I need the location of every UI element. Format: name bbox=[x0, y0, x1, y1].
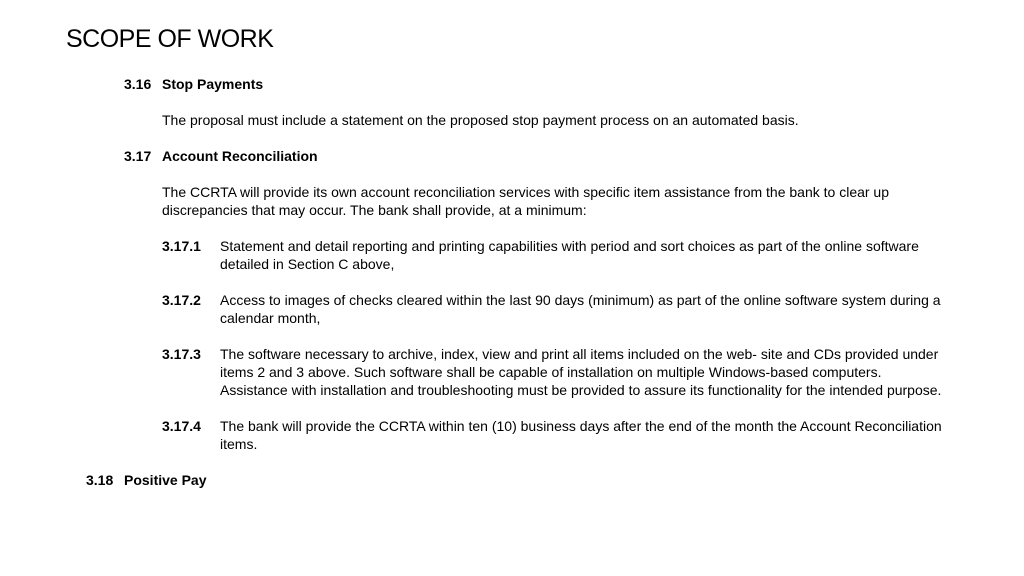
item-text-line: The bank will provide the CCRTA within ten (10) business days after the end of the month the Account Reconciliation bbox=[220, 418, 942, 434]
item-text-line: Assistance with installation and troubleshooting must be provided to assure its functionality for the intended purpose. bbox=[220, 382, 942, 398]
item-number: 3.17.4 bbox=[162, 418, 201, 434]
section-text: The proposal must include a statement on the proposed stop payment process on an automated basis. bbox=[162, 112, 799, 128]
item-number: 3.17.1 bbox=[162, 238, 201, 254]
section-text-line: The CCRTA will provide its own account reconciliation services with specific item assistance from the bank to clear up bbox=[162, 184, 890, 200]
item-number: 3.17.2 bbox=[162, 292, 201, 308]
item-text-line: Access to images of checks cleared within the last 90 days (minimum) as part of the online software system during a bbox=[220, 292, 941, 308]
section-number: 3.17 bbox=[124, 148, 152, 164]
section-number: 3.18 bbox=[86, 472, 114, 488]
section-text-line: discrepancies that may occur. The bank shall provide, at a minimum: bbox=[162, 202, 587, 218]
page-title: SCOPE OF WORK bbox=[66, 25, 274, 53]
section-heading: Account Reconciliation bbox=[162, 148, 318, 164]
section-heading: Stop Payments bbox=[162, 76, 264, 92]
section-heading: Positive Pay bbox=[124, 472, 207, 488]
item-text-line: Statement and detail reporting and printing capabilities with period and sort choices as part of the online software bbox=[220, 238, 919, 254]
item-text-line: calendar month, bbox=[220, 310, 321, 326]
section-number: 3.16 bbox=[124, 76, 152, 92]
item-text-line: detailed in Section C above, bbox=[220, 256, 395, 272]
item-text-line: items. bbox=[220, 436, 258, 452]
item-number: 3.17.3 bbox=[162, 346, 201, 362]
item-text-line: The software necessary to archive, index, view and print all items included on the web- site and CDs provided under bbox=[220, 346, 939, 362]
item-text-line: items 2 and 3 above. Such software shall be capable of installation on multiple Windows-based computers. bbox=[220, 364, 882, 380]
